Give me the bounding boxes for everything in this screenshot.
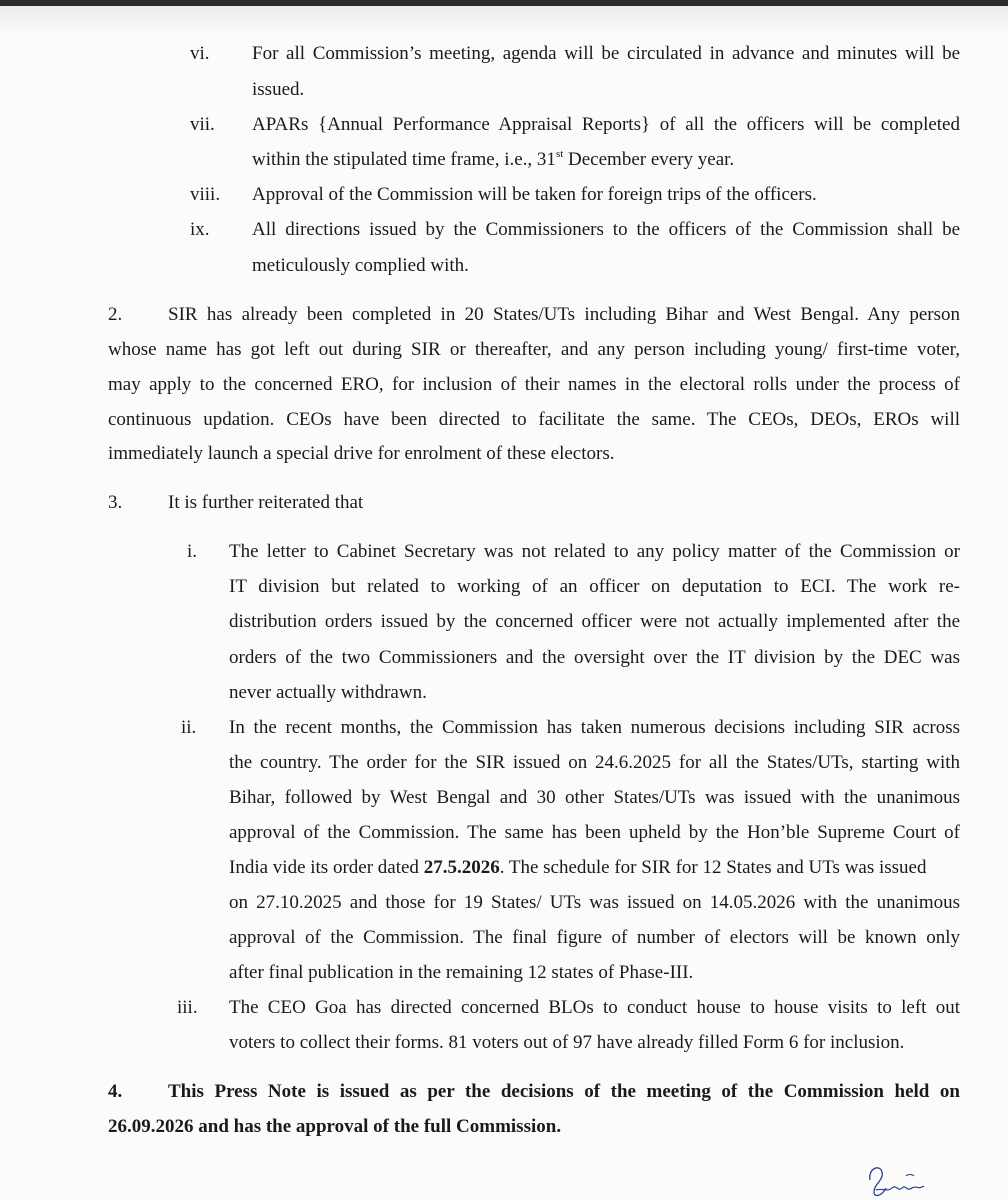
list-text-line: within the stipulated time frame, i.e., 31st December every year. bbox=[252, 148, 735, 170]
list-number: ix. bbox=[190, 219, 210, 240]
list-text-line: voters to collect their forms. 81 voters out of 97 have already filled Form 6 for inclusion. bbox=[229, 1032, 905, 1053]
list-text-line: The letter to Cabinet Secretary was not related to any policy matter of the Commission or bbox=[229, 541, 960, 562]
list-text-line: Approval of the Commission will be taken for foreign trips of the officers. bbox=[252, 184, 817, 205]
list-text-line: on 27.10.2025 and those for 19 States/ UTs was issued on 14.05.2026 with the unanimous bbox=[229, 892, 960, 913]
paragraph-text-line: This Press Note is issued as per the decisions of the meeting of the Commission held on bbox=[168, 1081, 960, 1102]
paragraph-number: 2. bbox=[108, 304, 123, 325]
signature-image bbox=[862, 1158, 932, 1200]
list-text-line: APARs {Annual Performance Appraisal Reports} of all the officers will be completed bbox=[252, 114, 960, 135]
list-text-line: issued. bbox=[252, 79, 305, 100]
paragraph-text-line: continuous updation. CEOs have been directed to facilitate the same. The CEOs, DEOs, EROs will bbox=[108, 409, 960, 430]
paragraph-number: 4. bbox=[108, 1081, 123, 1102]
paragraph-text-line: may apply to the concerned ERO, for inclusion of their names in the electoral rolls under the process of bbox=[108, 374, 960, 395]
list-number: viii. bbox=[190, 184, 221, 205]
list-text-line: Bihar, followed by West Bengal and 30 other States/UTs was issued with the unanimous bbox=[229, 787, 960, 808]
top-shadow bbox=[0, 6, 1008, 36]
list-number: vii. bbox=[190, 114, 215, 135]
paragraph-text-line: immediately launch a special drive for enrolment of these electors. bbox=[108, 443, 615, 464]
list-text-line: after final publication in the remaining 12 states of Phase-III. bbox=[229, 962, 694, 983]
list-text-line: In the recent months, the Commission has taken numerous decisions including SIR across bbox=[229, 717, 960, 738]
paragraph-intro: It is further reiterated that bbox=[168, 492, 364, 513]
list-text-line: The CEO Goa has directed concerned BLOs to conduct house to house visits to left out bbox=[229, 997, 960, 1018]
list-number: vi. bbox=[190, 43, 210, 64]
list-text-line: approval of the Commission. The same has been upheld by the Hon’ble Supreme Court of bbox=[229, 822, 960, 843]
paragraph-text-line: SIR has already been completed in 20 States/UTs including Bihar and West Bengal. Any person bbox=[168, 304, 960, 325]
list-text-line: never actually withdrawn. bbox=[229, 682, 427, 703]
list-text-line: IT division but related to working of an officer on deputation to ECI. The work re- bbox=[229, 576, 960, 597]
bold-date: 27.5.2026 bbox=[423, 857, 500, 878]
list-number: iii. bbox=[177, 997, 198, 1018]
list-text-line: India vide its order dated 27.5.2026. The schedule for SIR for 12 States and UTs was issued bbox=[229, 857, 927, 878]
list-text-line: orders of the two Commissioners and the oversight over the IT division by the DEC was bbox=[229, 647, 960, 668]
list-number: i. bbox=[187, 541, 198, 562]
paragraph-text-line: whose name has got left out during SIR or thereafter, and any person including young/ first-time voter, bbox=[108, 339, 960, 360]
list-text-line: the country. The order for the SIR issued on 24.6.2025 for all the States/UTs, starting with bbox=[229, 752, 960, 773]
list-text-line: All directions issued by the Commissioners to the officers of the Commission shall be bbox=[252, 219, 960, 240]
paragraph-number: 3. bbox=[108, 492, 123, 513]
list-text-line: distribution orders issued by the concerned officer were not actually implemented after the bbox=[229, 611, 960, 632]
list-text-line: approval of the Commission. The final figure of number of electors will be known only bbox=[229, 927, 960, 948]
list-text-line: For all Commission’s meeting, agenda will be circulated in advance and minutes will be bbox=[252, 43, 960, 64]
list-text-line: meticulously complied with. bbox=[252, 255, 469, 276]
paragraph-text-line: 26.09.2026 and has the approval of the full Commission. bbox=[108, 1116, 562, 1137]
list-number: ii. bbox=[181, 717, 197, 738]
